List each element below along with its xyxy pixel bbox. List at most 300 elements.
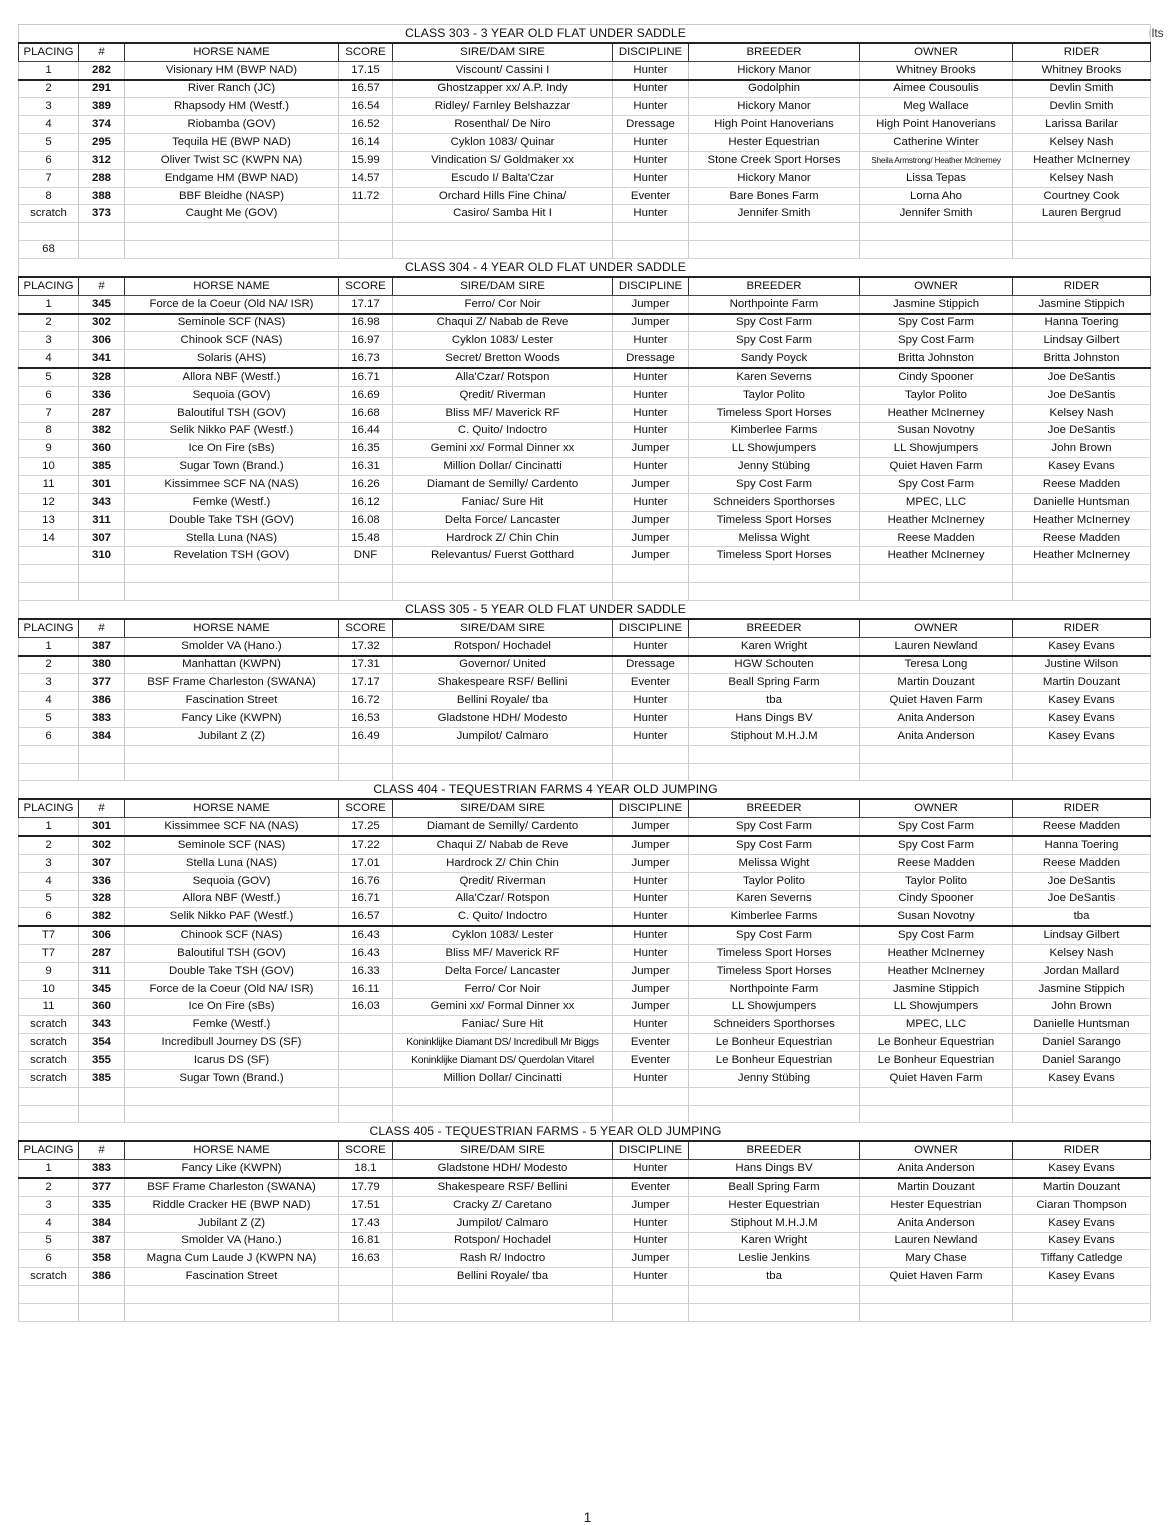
table-row <box>19 1214 1151 1232</box>
cell-sire-dam-sire: Bellini Royale/ tba <box>393 1268 613 1286</box>
column-header-rider: RIDER <box>1013 43 1151 61</box>
cell-horse-name: Selik Nikko PAF (Westf.) <box>125 422 339 440</box>
cell-score: 16.71 <box>339 368 393 386</box>
cell-number: 355 <box>79 1052 125 1070</box>
cell-horse-name: Incredibull Journey DS (SF) <box>125 1034 339 1052</box>
cell-placing: 3 <box>19 1196 79 1214</box>
cell-placing: 2 <box>19 314 79 332</box>
cell-rider <box>1013 1087 1151 1105</box>
cell-placing <box>19 223 79 241</box>
cell-placing: scratch <box>19 1069 79 1087</box>
cell-discipline: Hunter <box>613 890 689 908</box>
cell-placing: 13 <box>19 511 79 529</box>
cell-horse-name: Jubilant Z (Z) <box>125 727 339 745</box>
cell-breeder: Stiphout M.H.J.M <box>689 1214 860 1232</box>
cell-score <box>339 1052 393 1070</box>
cell-score: 16.57 <box>339 80 393 98</box>
cell-score: 16.69 <box>339 386 393 404</box>
cell-number: 383 <box>79 1160 125 1178</box>
cell-breeder: Hester Equestrian <box>689 134 860 152</box>
cell-placing: 4 <box>19 692 79 710</box>
page-number: 1 <box>583 1509 592 1525</box>
cell-horse-name: Visionary HM (BWP NAD) <box>125 61 339 79</box>
table-row <box>19 890 1151 908</box>
cell-sire-dam-sire: Delta Force/ Lancaster <box>393 511 613 529</box>
cell-placing: 9 <box>19 440 79 458</box>
cell-placing: 6 <box>19 151 79 169</box>
cell-horse-name: BSF Frame Charleston (SWANA) <box>125 674 339 692</box>
cell-placing: scratch <box>19 1052 79 1070</box>
cell-discipline <box>613 1087 689 1105</box>
cell-score: 16.76 <box>339 872 393 890</box>
class-title-spacer <box>19 25 79 43</box>
cell-owner: Catherine Winter <box>860 134 1013 152</box>
cell-breeder: Hester Equestrian <box>689 1196 860 1214</box>
cell-placing: 10 <box>19 458 79 476</box>
cell-score: 16.53 <box>339 710 393 728</box>
column-header-score: SCORE <box>339 43 393 61</box>
cell-rider: Reese Madden <box>1013 818 1151 836</box>
cell-score: 16.98 <box>339 314 393 332</box>
cell-horse-name <box>125 1303 339 1321</box>
blank-row <box>19 1105 1151 1123</box>
cell-owner: Britta Johnston <box>860 350 1013 368</box>
cell-discipline: Hunter <box>613 332 689 350</box>
cell-breeder: Spy Cost Farm <box>689 332 860 350</box>
cell-owner: Anita Anderson <box>860 727 1013 745</box>
class-title-spacer <box>1013 258 1151 276</box>
blank-row <box>19 1087 1151 1105</box>
cell-horse-name <box>125 583 339 601</box>
cell-placing: 1 <box>19 61 79 79</box>
table-row <box>19 404 1151 422</box>
cell-sire-dam-sire: Diamant de Semilly/ Cardento <box>393 818 613 836</box>
cell-score: 14.57 <box>339 169 393 187</box>
cell-breeder: Beall Spring Farm <box>689 674 860 692</box>
cell-number <box>79 583 125 601</box>
cell-owner: Lorna Aho <box>860 187 1013 205</box>
cell-discipline: Hunter <box>613 151 689 169</box>
cell-score <box>339 1303 393 1321</box>
table-row <box>19 422 1151 440</box>
column-header-horse-name: HORSE NAME <box>125 1141 339 1159</box>
cell-rider: Martin Douzant <box>1013 1178 1151 1196</box>
cell-owner: Reese Madden <box>860 529 1013 547</box>
cell-score: 16.08 <box>339 511 393 529</box>
cell-owner: Heather McInerney <box>860 404 1013 422</box>
cell-rider: Kasey Evans <box>1013 710 1151 728</box>
cell-placing: 7 <box>19 404 79 422</box>
cell-breeder: Hickory Manor <box>689 98 860 116</box>
cell-score: 17.43 <box>339 1214 393 1232</box>
column-header-row <box>19 277 1151 295</box>
cell-breeder: Stone Creek Sport Horses <box>689 151 860 169</box>
cell-rider: Larissa Barilar <box>1013 116 1151 134</box>
cell-horse-name: Manhattan (KWPN) <box>125 656 339 674</box>
cell-discipline <box>613 763 689 781</box>
cell-breeder: Jenny Stübing <box>689 458 860 476</box>
column-header-score: SCORE <box>339 1141 393 1159</box>
cell-owner: Spy Cost Farm <box>860 314 1013 332</box>
cell-discipline <box>613 565 689 583</box>
cell-number: 360 <box>79 440 125 458</box>
cell-sire-dam-sire: Cyklon 1083/ Lester <box>393 926 613 944</box>
cell-horse-name: Jubilant Z (Z) <box>125 1214 339 1232</box>
cell-owner: MPEC, LLC <box>860 1016 1013 1034</box>
cell-number: 291 <box>79 80 125 98</box>
cell-owner: Whitney Brooks <box>860 61 1013 79</box>
cell-rider: Joe DeSantis <box>1013 386 1151 404</box>
cell-horse-name: River Ranch (JC) <box>125 80 339 98</box>
cell-placing: 7 <box>19 169 79 187</box>
table-row <box>19 1016 1151 1034</box>
column-header-discipline: DISCIPLINE <box>613 619 689 637</box>
cell-discipline: Jumper <box>613 1250 689 1268</box>
class-title-row <box>19 1123 1151 1141</box>
cell-number: 288 <box>79 169 125 187</box>
cell-owner: Quiet Haven Farm <box>860 1268 1013 1286</box>
cell-number <box>79 223 125 241</box>
cell-sire-dam-sire: Ghostzapper xx/ A.P. Indy <box>393 80 613 98</box>
class-title-row <box>19 601 1151 619</box>
cell-sire-dam-sire: Bliss MF/ Maverick RF <box>393 945 613 963</box>
cell-number: 336 <box>79 386 125 404</box>
cell-sire-dam-sire: Shakespeare RSF/ Bellini <box>393 1178 613 1196</box>
cell-horse-name: Revelation TSH (GOV) <box>125 547 339 565</box>
cell-number <box>79 1303 125 1321</box>
blank-row <box>19 565 1151 583</box>
cell-breeder: Melissa Wight <box>689 854 860 872</box>
cell-owner: Reese Madden <box>860 854 1013 872</box>
cell-score: 17.31 <box>339 656 393 674</box>
table-row <box>19 440 1151 458</box>
blank-row <box>19 583 1151 601</box>
cell-number: 301 <box>79 818 125 836</box>
column-header-rider: RIDER <box>1013 277 1151 295</box>
cell-owner: Mary Chase <box>860 1250 1013 1268</box>
cell-score: 16.81 <box>339 1232 393 1250</box>
cell-score <box>339 763 393 781</box>
cell-discipline: Hunter <box>613 872 689 890</box>
cell-number: 384 <box>79 1214 125 1232</box>
cell-sire-dam-sire: Qredit/ Riverman <box>393 386 613 404</box>
cell-sire-dam-sire: Cyklon 1083/ Quinar <box>393 134 613 152</box>
column-header-breeder: BREEDER <box>689 799 860 817</box>
cell-number: 287 <box>79 404 125 422</box>
class-title-spacer <box>19 258 79 276</box>
class-title-spacer <box>19 781 79 799</box>
class-title-spacer <box>1013 601 1151 619</box>
cell-placing <box>19 1286 79 1304</box>
cell-discipline: Hunter <box>613 205 689 223</box>
cell-number: 343 <box>79 493 125 511</box>
cell-owner: Heather McInerney <box>860 962 1013 980</box>
cell-breeder: Hans Dings BV <box>689 710 860 728</box>
cell-discipline: Jumper <box>613 295 689 313</box>
cell-horse-name: Allora NBF (Westf.) <box>125 368 339 386</box>
cell-rider: Kasey Evans <box>1013 637 1151 655</box>
class-title-row <box>19 781 1151 799</box>
cell-rider: John Brown <box>1013 440 1151 458</box>
blank-row <box>19 745 1151 763</box>
cell-breeder: Timeless Sport Horses <box>689 404 860 422</box>
cell-score: 16.57 <box>339 908 393 926</box>
cell-rider: tba <box>1013 908 1151 926</box>
cell-horse-name <box>125 241 339 259</box>
cell-horse-name: Ice On Fire (sBs) <box>125 998 339 1016</box>
table-row <box>19 511 1151 529</box>
column-header-row <box>19 799 1151 817</box>
cell-owner: LL Showjumpers <box>860 998 1013 1016</box>
cell-sire-dam-sire: Ferro/ Cor Noir <box>393 295 613 313</box>
cell-breeder: Spy Cost Farm <box>689 836 860 854</box>
cell-number <box>79 565 125 583</box>
cell-discipline: Hunter <box>613 692 689 710</box>
cell-score: 17.79 <box>339 1178 393 1196</box>
cell-sire-dam-sire: Gemini xx/ Formal Dinner xx <box>393 440 613 458</box>
cell-discipline: Hunter <box>613 386 689 404</box>
class-title-row <box>19 258 1151 276</box>
table-row <box>19 476 1151 494</box>
cell-discipline: Hunter <box>613 98 689 116</box>
cell-breeder: Le Bonheur Equestrian <box>689 1034 860 1052</box>
cell-rider: Kasey Evans <box>1013 1214 1151 1232</box>
cell-breeder: Leslie Jenkins <box>689 1250 860 1268</box>
cell-placing: 5 <box>19 710 79 728</box>
cell-discipline: Hunter <box>613 134 689 152</box>
cell-placing: 3 <box>19 674 79 692</box>
cell-number: 343 <box>79 1016 125 1034</box>
cell-horse-name: Kissimmee SCF NA (NAS) <box>125 818 339 836</box>
cell-discipline <box>613 223 689 241</box>
cell-horse-name: Stella Luna (NAS) <box>125 529 339 547</box>
cell-owner <box>860 223 1013 241</box>
blank-row <box>19 763 1151 781</box>
cell-number: 312 <box>79 151 125 169</box>
cell-horse-name <box>125 1087 339 1105</box>
cell-rider: Heather McInerney <box>1013 547 1151 565</box>
cell-score: 16.26 <box>339 476 393 494</box>
cell-score: 16.97 <box>339 332 393 350</box>
table-row <box>19 908 1151 926</box>
cell-score: 17.22 <box>339 836 393 854</box>
blank-row <box>19 1286 1151 1304</box>
cell-sire-dam-sire: Alla'Czar/ Rotspon <box>393 368 613 386</box>
cell-score: 17.01 <box>339 854 393 872</box>
cell-rider: Kelsey Nash <box>1013 404 1151 422</box>
cell-horse-name: Double Take TSH (GOV) <box>125 511 339 529</box>
column-header-number: # <box>79 43 125 61</box>
cell-rider: Jordan Mallard <box>1013 962 1151 980</box>
cell-owner: Meg Wallace <box>860 98 1013 116</box>
cell-discipline: Eventer <box>613 674 689 692</box>
table-row <box>19 80 1151 98</box>
cell-score <box>339 1016 393 1034</box>
table-row <box>19 332 1151 350</box>
cell-discipline: Hunter <box>613 368 689 386</box>
column-header-discipline: DISCIPLINE <box>613 277 689 295</box>
cell-sire-dam-sire <box>393 763 613 781</box>
cell-score: 11.72 <box>339 187 393 205</box>
cell-owner: Martin Douzant <box>860 1178 1013 1196</box>
table-row <box>19 998 1151 1016</box>
cell-discipline: Jumper <box>613 1196 689 1214</box>
cell-rider: Whitney Brooks <box>1013 61 1151 79</box>
cell-breeder <box>689 745 860 763</box>
column-header-discipline: DISCIPLINE <box>613 799 689 817</box>
cell-breeder: Spy Cost Farm <box>689 818 860 836</box>
cell-horse-name: Endgame HM (BWP NAD) <box>125 169 339 187</box>
cell-rider: Daniel Sarango <box>1013 1052 1151 1070</box>
cell-breeder: Schneiders Sporthorses <box>689 1016 860 1034</box>
cell-placing: 4 <box>19 116 79 134</box>
cell-placing: 3 <box>19 98 79 116</box>
cell-rider: Kasey Evans <box>1013 1268 1151 1286</box>
cell-placing <box>19 547 79 565</box>
cell-discipline: Jumper <box>613 818 689 836</box>
cell-placing: 6 <box>19 727 79 745</box>
cell-placing: T7 <box>19 926 79 944</box>
cell-discipline: Hunter <box>613 493 689 511</box>
table-row <box>19 692 1151 710</box>
cell-sire-dam-sire: Bellini Royale/ tba <box>393 692 613 710</box>
blank-row <box>19 1303 1151 1321</box>
cell-horse-name: Seminole SCF (NAS) <box>125 836 339 854</box>
column-header-placing: PLACING <box>19 619 79 637</box>
table-row <box>19 1268 1151 1286</box>
table-row <box>19 295 1151 313</box>
cell-number <box>79 763 125 781</box>
cell-score: 16.12 <box>339 493 393 511</box>
cell-placing: 2 <box>19 836 79 854</box>
cell-placing <box>19 1303 79 1321</box>
table-row <box>19 314 1151 332</box>
cell-sire-dam-sire: Million Dollar/ Cincinatti <box>393 458 613 476</box>
cell-number <box>79 241 125 259</box>
cell-placing: 68 <box>19 241 79 259</box>
class-title-spacer <box>19 601 79 619</box>
cell-score <box>339 565 393 583</box>
cell-owner: Aimee Cousoulis <box>860 80 1013 98</box>
cell-score: 16.35 <box>339 440 393 458</box>
cell-discipline: Hunter <box>613 1232 689 1250</box>
cell-sire-dam-sire: Faniac/ Sure Hit <box>393 493 613 511</box>
cell-owner: LL Showjumpers <box>860 440 1013 458</box>
cell-sire-dam-sire: Rash R/ Indoctro <box>393 1250 613 1268</box>
cell-owner: Sheila Armstrong/ Heather McInerney <box>860 151 1013 169</box>
cell-sire-dam-sire <box>393 745 613 763</box>
table-row <box>19 169 1151 187</box>
cell-discipline: Hunter <box>613 404 689 422</box>
cell-rider: Lauren Bergrud <box>1013 205 1151 223</box>
table-row <box>19 1178 1151 1196</box>
column-header-score: SCORE <box>339 277 393 295</box>
cell-horse-name: Stella Luna (NAS) <box>125 854 339 872</box>
cell-discipline: Hunter <box>613 80 689 98</box>
cell-owner: Spy Cost Farm <box>860 818 1013 836</box>
cell-discipline: Hunter <box>613 1016 689 1034</box>
cell-horse-name: Force de la Coeur (Old NA/ ISR) <box>125 295 339 313</box>
cell-placing: 8 <box>19 187 79 205</box>
cell-owner: Lauren Newland <box>860 637 1013 655</box>
cell-horse-name <box>125 763 339 781</box>
cell-rider: Jasmine Stippich <box>1013 295 1151 313</box>
table-row <box>19 1232 1151 1250</box>
cell-number: 354 <box>79 1034 125 1052</box>
cell-number: 389 <box>79 98 125 116</box>
table-row <box>19 1034 1151 1052</box>
cell-rider: Joe DeSantis <box>1013 422 1151 440</box>
cell-owner: Quiet Haven Farm <box>860 458 1013 476</box>
cell-sire-dam-sire: Chaqui Z/ Nabab de Reve <box>393 314 613 332</box>
cell-horse-name <box>125 565 339 583</box>
cell-sire-dam-sire: Casiro/ Samba Hit I <box>393 205 613 223</box>
column-header-row <box>19 1141 1151 1159</box>
cell-owner: Spy Cost Farm <box>860 476 1013 494</box>
column-header-owner: OWNER <box>860 1141 1013 1159</box>
cell-horse-name: Force de la Coeur (Old NA/ ISR) <box>125 980 339 998</box>
cell-number: 341 <box>79 350 125 368</box>
cell-placing: 2 <box>19 1178 79 1196</box>
class-title: CLASS 304 - 4 YEAR OLD FLAT UNDER SADDLE <box>79 258 1013 276</box>
cell-horse-name: Baloutiful TSH (GOV) <box>125 404 339 422</box>
column-header-horse-name: HORSE NAME <box>125 799 339 817</box>
cell-score: 17.25 <box>339 818 393 836</box>
cell-sire-dam-sire: Gemini xx/ Formal Dinner xx <box>393 998 613 1016</box>
table-row <box>19 1250 1151 1268</box>
cell-horse-name <box>125 1105 339 1123</box>
cell-placing: 3 <box>19 854 79 872</box>
cell-horse-name: Riobamba (GOV) <box>125 116 339 134</box>
cell-number: 306 <box>79 332 125 350</box>
cell-horse-name: Sugar Town (Brand.) <box>125 1069 339 1087</box>
column-header-breeder: BREEDER <box>689 277 860 295</box>
cell-rider: Martin Douzant <box>1013 674 1151 692</box>
cell-owner: Heather McInerney <box>860 547 1013 565</box>
cell-discipline: Hunter <box>613 1214 689 1232</box>
cell-breeder: Beall Spring Farm <box>689 1178 860 1196</box>
cell-placing: 6 <box>19 908 79 926</box>
class-title: CLASS 404 - TEQUESTRIAN FARMS 4 YEAR OLD JUMPING <box>79 781 1013 799</box>
cell-placing: T7 <box>19 945 79 963</box>
cell-placing: scratch <box>19 1034 79 1052</box>
cell-horse-name: Seminole SCF (NAS) <box>125 314 339 332</box>
cell-rider: Reese Madden <box>1013 529 1151 547</box>
cell-owner: Jasmine Stippich <box>860 295 1013 313</box>
cell-number <box>79 1105 125 1123</box>
cell-breeder: Karen Severns <box>689 368 860 386</box>
cell-placing: scratch <box>19 1016 79 1034</box>
cell-discipline: Jumper <box>613 998 689 1016</box>
cell-rider: Kelsey Nash <box>1013 945 1151 963</box>
cell-breeder: Melissa Wight <box>689 529 860 547</box>
cell-rider: Reese Madden <box>1013 476 1151 494</box>
cell-rider: Lindsay Gilbert <box>1013 926 1151 944</box>
cell-discipline <box>613 1303 689 1321</box>
cell-number: 374 <box>79 116 125 134</box>
cell-number: 373 <box>79 205 125 223</box>
corner-text: ilts <box>1149 26 1164 40</box>
table-row <box>19 98 1151 116</box>
cell-breeder <box>689 583 860 601</box>
cell-horse-name <box>125 745 339 763</box>
cell-rider: Kasey Evans <box>1013 1069 1151 1087</box>
cell-owner <box>860 763 1013 781</box>
cell-placing: 6 <box>19 386 79 404</box>
table-row <box>19 368 1151 386</box>
cell-score: 16.71 <box>339 890 393 908</box>
cell-discipline: Hunter <box>613 1268 689 1286</box>
